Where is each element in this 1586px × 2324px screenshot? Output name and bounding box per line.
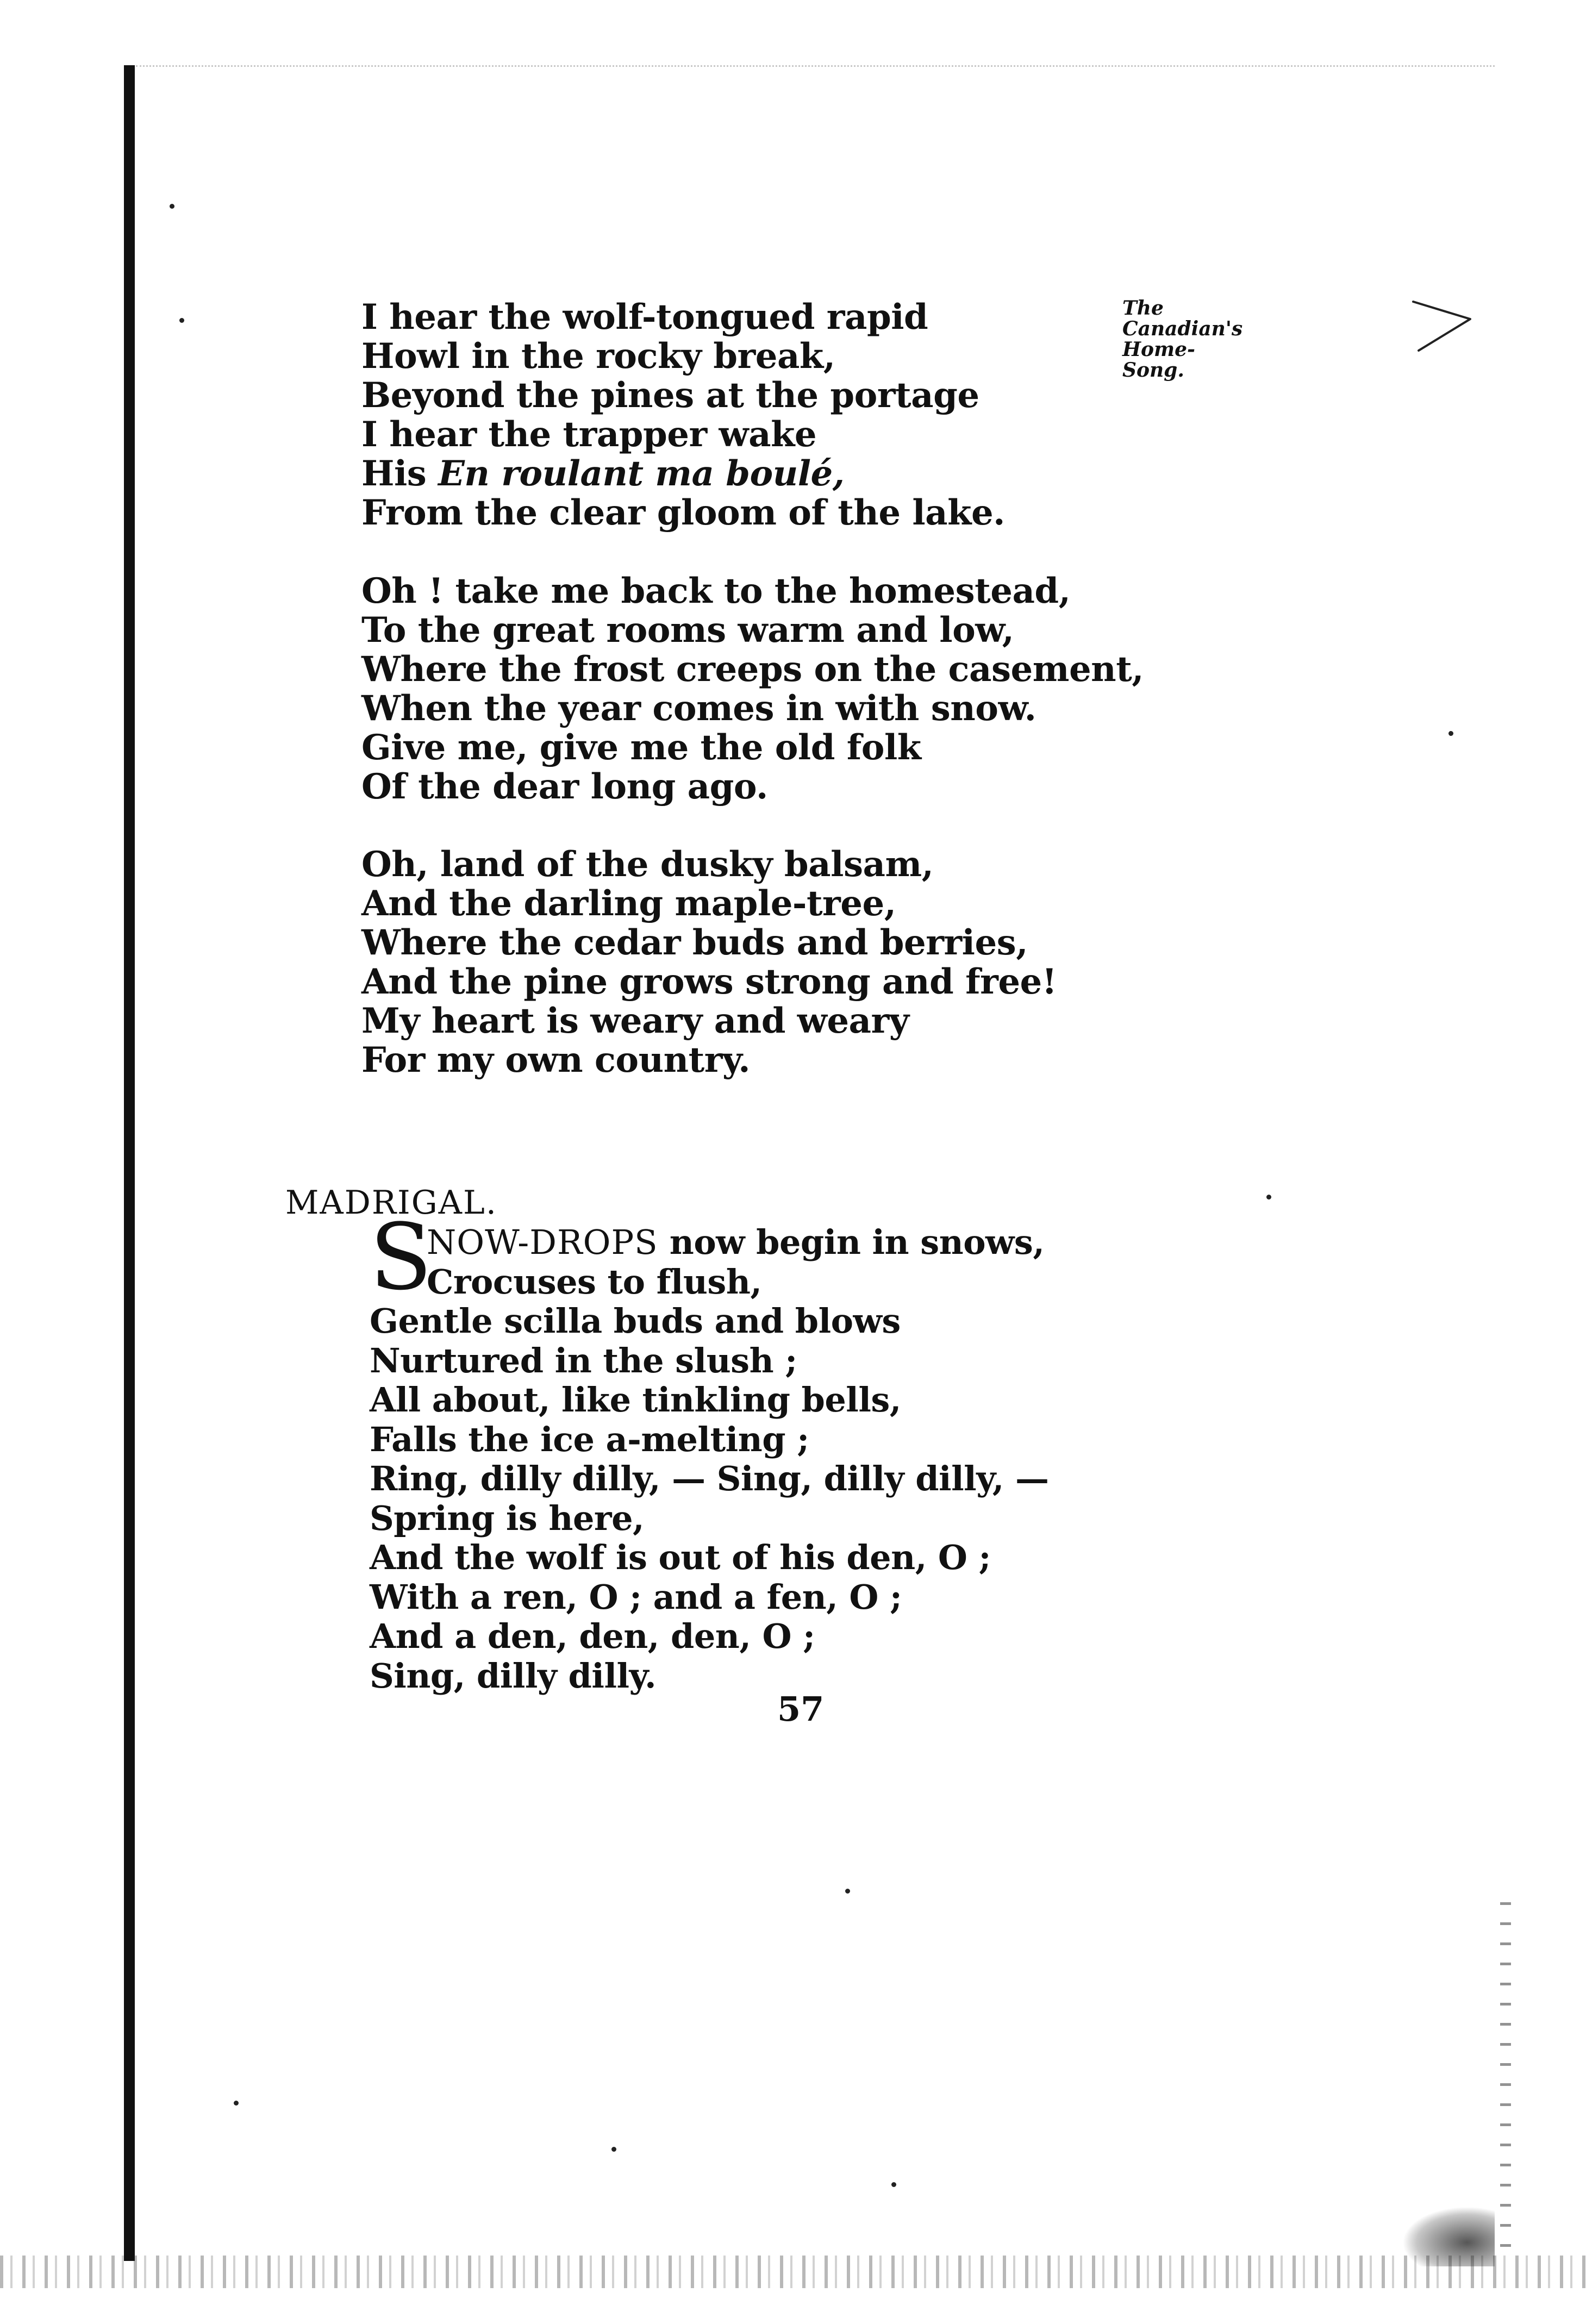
margin-note-line: Home- (1122, 338, 1195, 361)
italic-refrain: En roulant ma boulé, (438, 453, 845, 494)
poem-title: MADRIGAL. (285, 1184, 497, 1222)
verse-line: Gentle scilla buds and blows (370, 1301, 901, 1341)
verse-line: And a den, den, den, O ; (370, 1616, 815, 1656)
margin-note-line: Canadian's (1122, 317, 1243, 340)
verse-line (361, 454, 1005, 493)
margin-note-line: Song. (1122, 359, 1184, 382)
verse-line: Beyond the pines at the portage (361, 375, 979, 416)
verse-line: When the year comes in with snow. (361, 688, 1036, 729)
verse-line: Oh ! take me back to the homestead, (361, 571, 1071, 611)
drop-cap: S (370, 1204, 433, 1310)
verse-line: Sing, dilly dilly. (370, 1655, 657, 1696)
verse-line: Crocuses to flush, (427, 1261, 762, 1302)
verse-line: With a ren, O ; and a fen, O ; (370, 1577, 902, 1617)
scan-bottom-edge (0, 2256, 1586, 2288)
verse-line: Where the frost creeps on the casement, (361, 649, 1144, 690)
verse-line: Of the dear long ago. (361, 766, 768, 807)
verse-line: Nurtured in the slush ; (370, 1340, 797, 1380)
scan-speck (1448, 731, 1453, 736)
stanza-3 (361, 845, 1057, 1080)
verse-line-start: His (361, 453, 427, 494)
verse-line: Falls the ice a-melting ; (370, 1419, 809, 1459)
margin-note (1122, 298, 1242, 380)
verse-line: Howl in the rocky break, (361, 336, 835, 377)
verse-line: For my own country. (361, 1040, 751, 1080)
scan-top-edge (136, 65, 1495, 68)
verse-line: Spring is here, (370, 1498, 645, 1538)
stanza-2 (361, 572, 1144, 807)
verse-line: And the wolf is out of his den, O ; (370, 1538, 991, 1577)
pencil-mark-icon (1408, 296, 1478, 356)
page-number: 57 (777, 1689, 825, 1729)
scan-speck (170, 204, 174, 209)
verse-line: To the great rooms warm and low, (361, 610, 1014, 651)
verse-line: I hear the trapper wake (361, 414, 817, 455)
verse-line: Where the cedar buds and berries, (361, 922, 1028, 963)
first-word-caps: NOW-DROPS (427, 1222, 658, 1262)
page-binding-edge (124, 65, 135, 2261)
verse-line: My heart is weary and weary (361, 1001, 909, 1041)
verse-line: Give me, give me the old folk (361, 727, 921, 768)
verse-line: Ring, dilly dilly, — Sing, dilly dilly, — (370, 1459, 1049, 1498)
stanza-1 (361, 298, 1005, 533)
scan-right-edge (1500, 1902, 1511, 2250)
verse-line: And the pine grows strong and free! (361, 961, 1057, 1002)
scan-corner-smudge (1402, 2207, 1495, 2266)
verse-line: From the clear gloom of the lake. (361, 492, 1005, 533)
scan-speck (1266, 1195, 1271, 1200)
scan-speck (845, 1889, 850, 1894)
scan-speck (891, 2182, 896, 2187)
verse-line: All about, like tinkling bells, (370, 1380, 901, 1420)
verse-line: And the darling maple-tree, (361, 883, 896, 924)
scan-speck (234, 2101, 239, 2106)
verse-line (370, 1223, 1048, 1263)
first-line-rest: now begin in snows, (658, 1222, 1045, 1262)
madrigal-poem (370, 1223, 1048, 1696)
margin-note-line: The (1122, 297, 1164, 320)
scan-speck (179, 318, 184, 323)
scan-speck (611, 2147, 616, 2152)
verse-line: I hear the wolf-tongued rapid (361, 297, 928, 338)
verse-line: Oh, land of the dusky balsam, (361, 844, 934, 885)
